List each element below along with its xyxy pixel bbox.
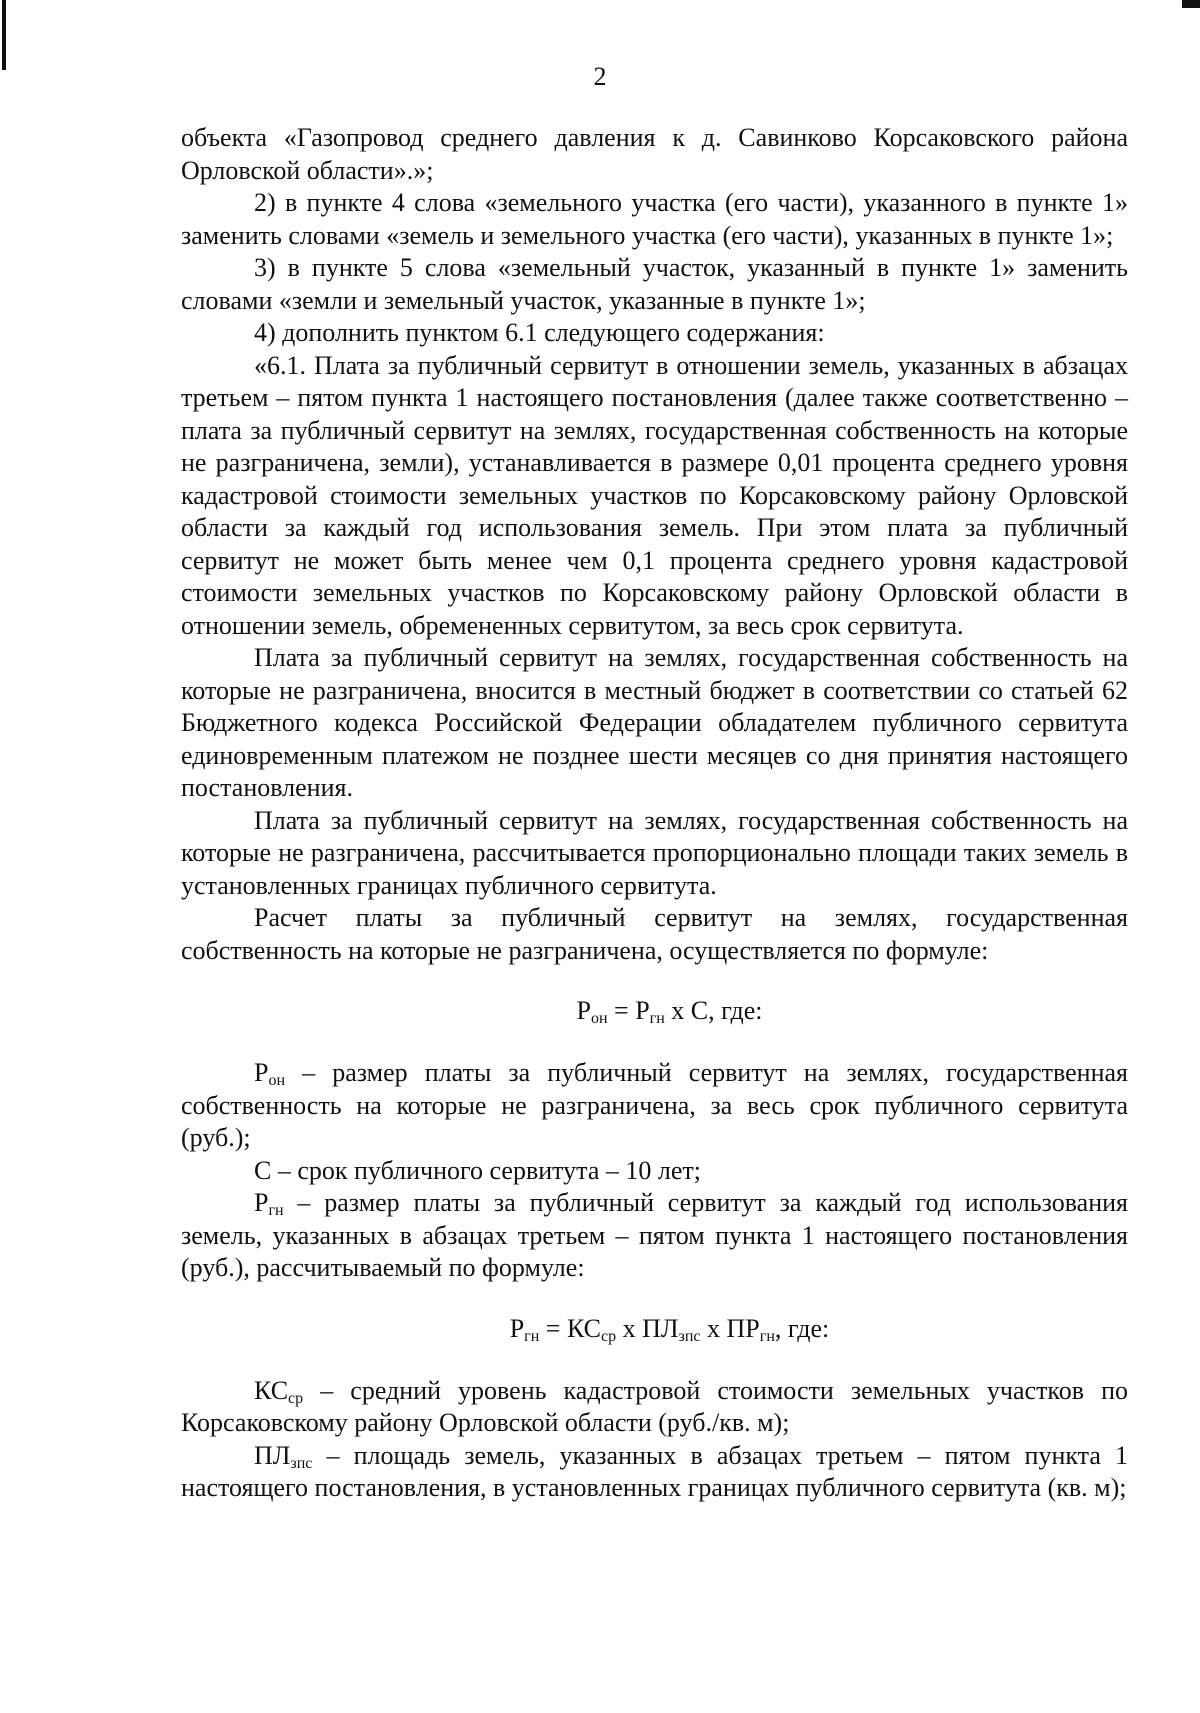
paragraph: 2) в пункте 4 слова «земельного участка (его части), указанного в пункте 1» заменить словами «земель и земельного участка (его части), указанных в пункте 1»;	[181, 188, 1128, 250]
page-number: 2	[593, 62, 607, 91]
definition-c: С – срок публичного сервитута – 10 лет;	[254, 1155, 701, 1185]
paragraph: Плата за публичный сервитут на землях, государственная собственность на которые не разграничена, вносится в местный бюджет в соответствии со статьей 62 Бюджетного кодекса Российской Федерации обладателем публичного сервитута единовременным платежом не позднее шести месяцев со дня принятия настоящего постановления.	[181, 643, 1128, 802]
formula-total-payment: $Р_{он} = Р_{гн}$ х С, где:	[576, 996, 763, 1027]
definition-kscp: $КС_{ср}$ – средний уровень кадастровой стоимости земельных участков по Корсаковскому району Орловской области (руб./кв. м);	[181, 1375, 1128, 1437]
definition-plzps: $ПЛ_{зпс}$ – площадь земель, указанных в абзацах третьем – пятом пункта 1 настоящего постановления, в установленных границах публичного сервитута (кв. м);	[181, 1440, 1128, 1502]
definition-rgn: $Р_{гн}$ – размер платы за публичный сервитут за каждый год использования земель, указанных в абзацах третьем – пятом пункта 1 настоящего постановления (руб.), рассчитываемый по формуле:	[181, 1188, 1128, 1282]
paragraph: Плата за публичный сервитут на землях, государственная собственность на которые не разграничена, рассчитывается пропорционально площади таких земель в установленных границах публичного сервитута.	[181, 805, 1128, 900]
paragraph: 3) в пункте 5 слова «земельный участок, указанный в пункте 1» заменить словами «земли и земельный участок, указанные в пункте 1»;	[181, 253, 1128, 315]
scan-corner-mark	[1182, 0, 1200, 8]
document-body	[181, 122, 1128, 1505]
formula-annual-payment: $Р_{гн} = КС_{ср}$ х $ПЛ_{зпс}$ х $ПР_{гн}$, где:	[509, 1313, 830, 1345]
paragraph: объекта «Газопровод среднего давления к д. Савинково Корсаковского района Орловской области».»;	[181, 123, 1128, 185]
paragraph: 4) дополнить пунктом 6.1 следующего содержания:	[254, 318, 825, 347]
scan-edge-mark	[2, 0, 6, 70]
paragraph: Расчет платы за публичный сервитут на землях, государственная собственность на которые не разграничена, осуществляется по формуле:	[181, 903, 1128, 965]
definition-ron: $Р_{он}$ – размер платы за публичный сервитут на землях, государственная собственность на которые не разграничена, за весь срок публичного сервитута (руб.);	[181, 1058, 1128, 1152]
paragraph: «6.1. Плата за публичный сервитут в отношении земель, указанных в абзацах третьем – пятом пункта 1 настоящего постановления (далее также соответственно – плата за публичный сервитут на землях, государственная собственность на которые не разграничена, земли), устанавливается в размере 0,01 процента среднего уровня кадастровой стоимости земельных участков по Корсаковскому району Орловской области за каждый год использования земель. При этом плата за публичный сервитут не может быть менее чем 0,1 процента среднего уровня кадастровой стоимости земельных участков по Корсаковскому району Орловской области в отношении земель, обремененных сервитутом, за весь срок сервитута.	[181, 350, 1128, 640]
